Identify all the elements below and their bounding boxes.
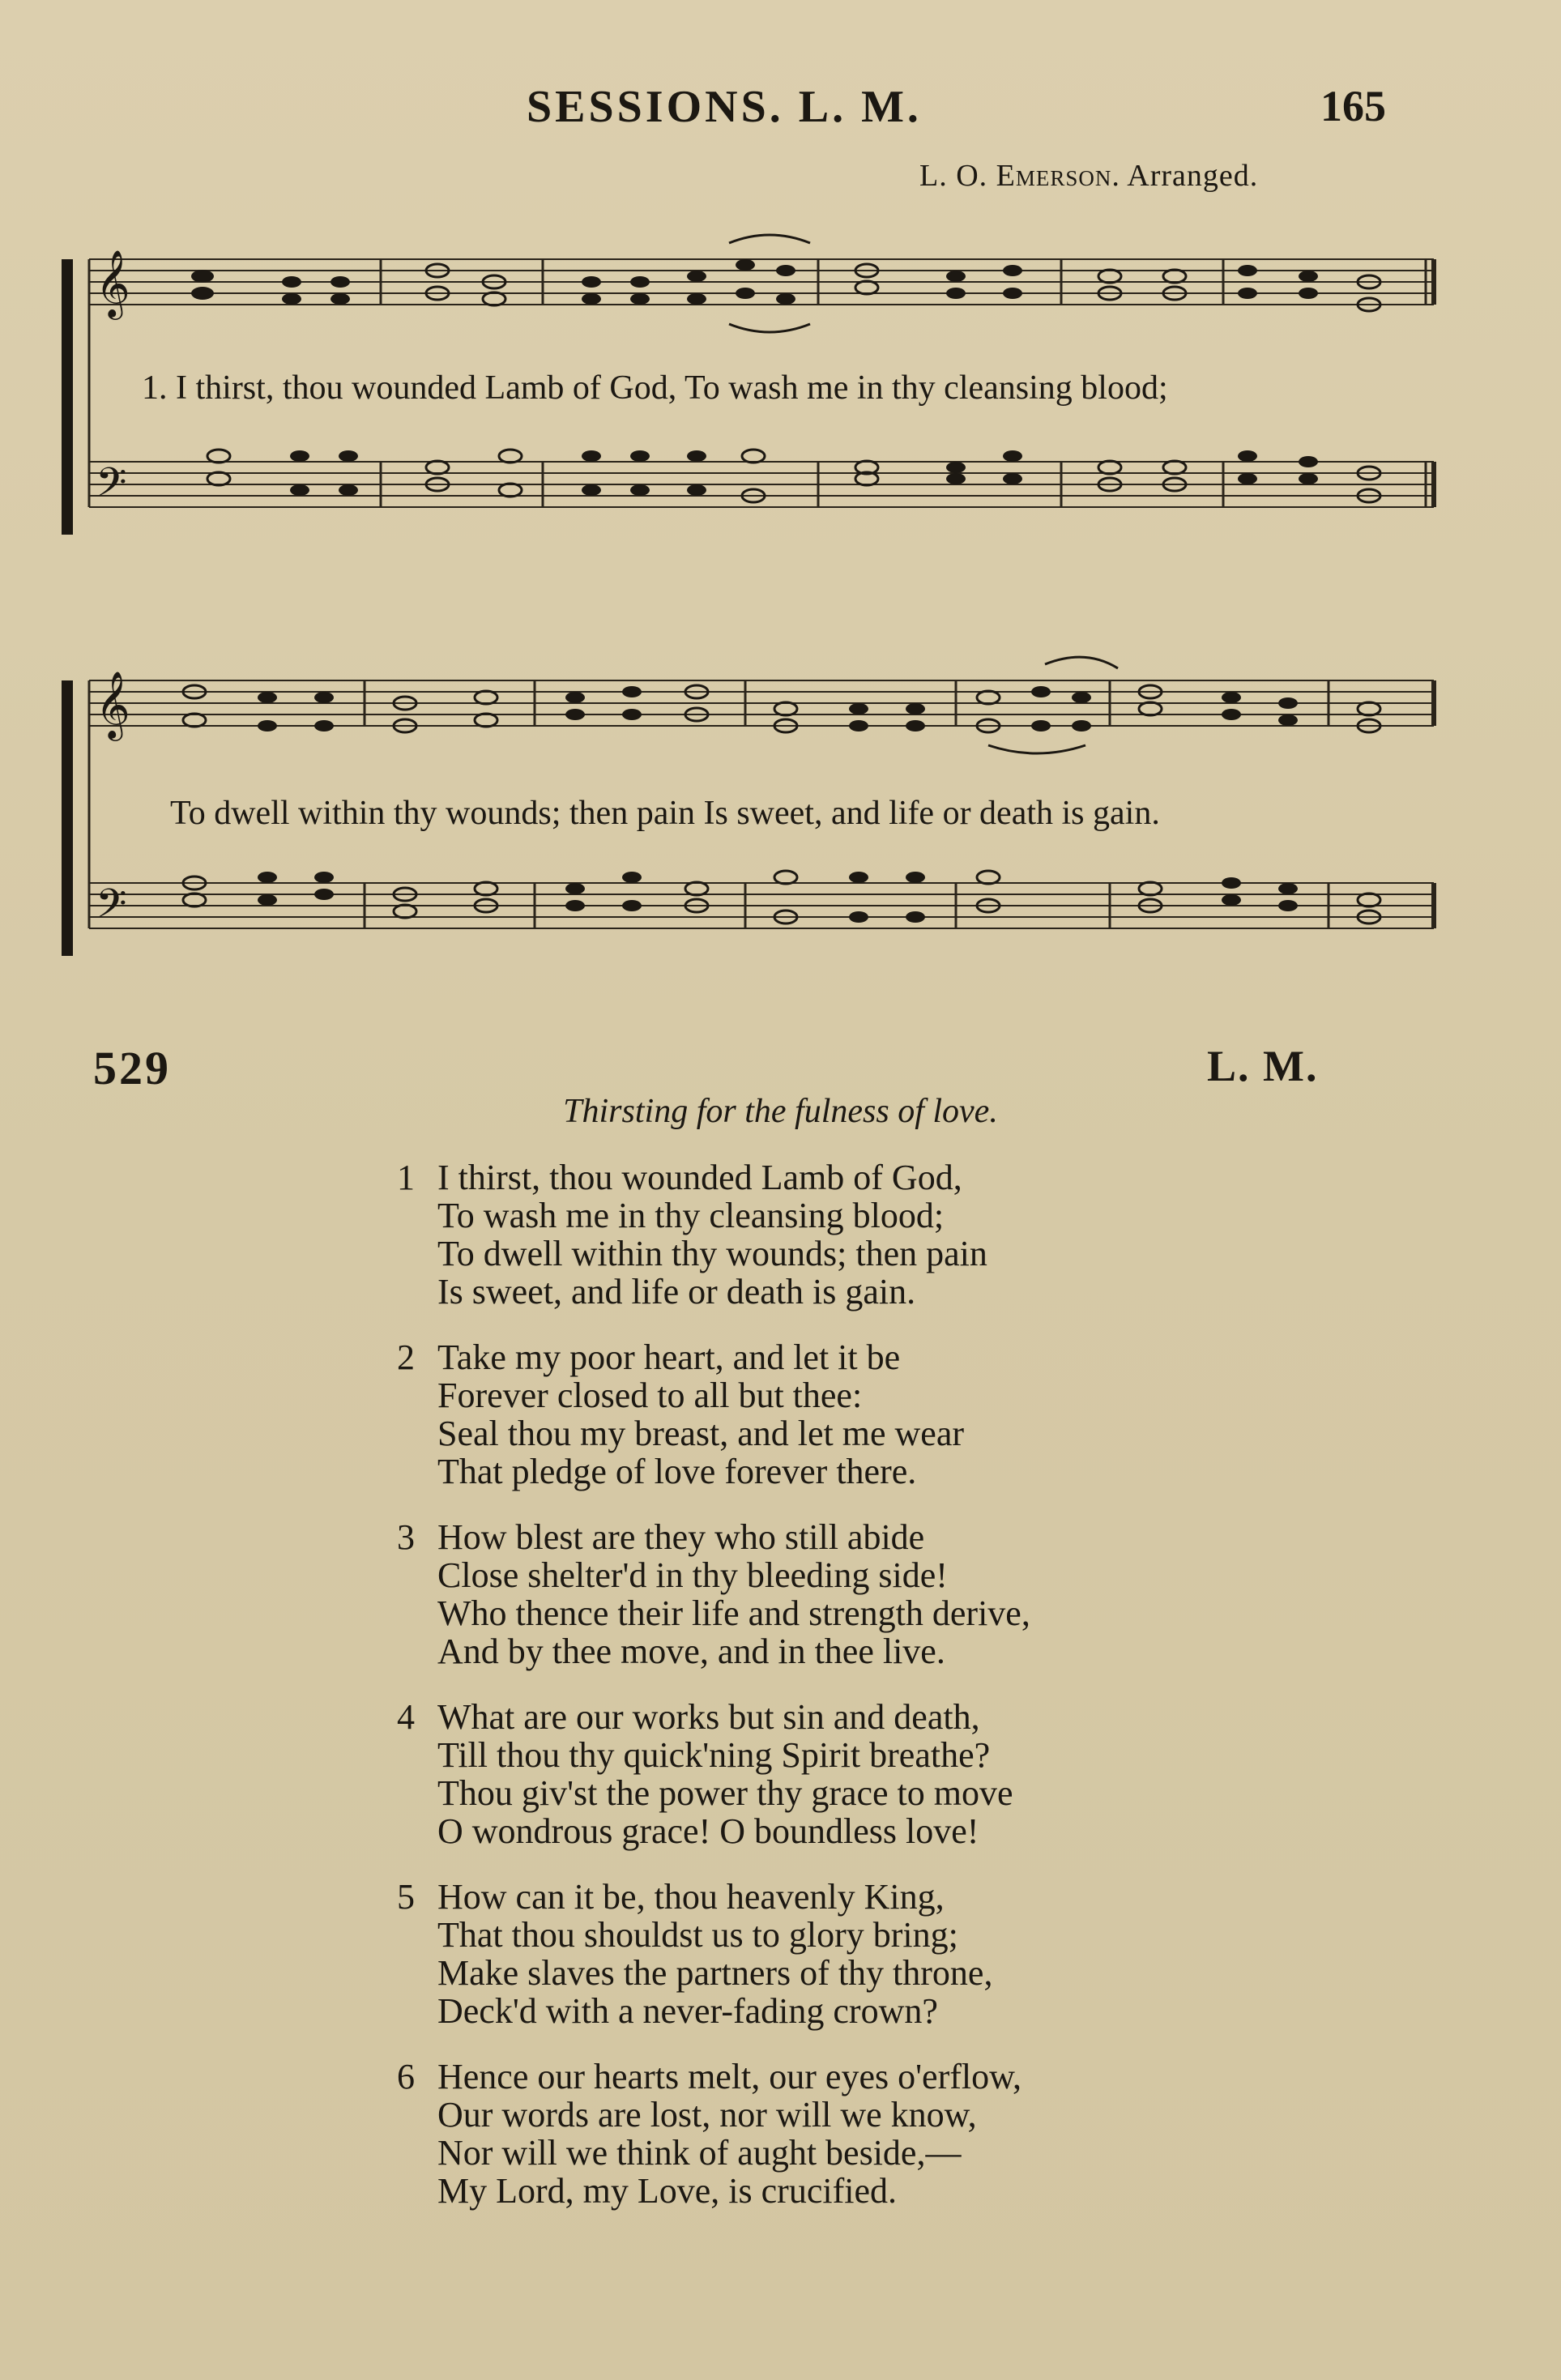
stanza-2 [397, 1338, 1288, 1491]
composer-note: Arranged. [1127, 159, 1259, 193]
stanza-line: And by thee move, and in thee live. [437, 1631, 945, 1671]
stanza-line: Seal thou my breast, and let me wear [437, 1414, 965, 1453]
stanza-line-text: I thirst, thou wounded Lamb of God, [437, 1158, 962, 1197]
svg-text:𝄞: 𝄞 [96, 670, 130, 738]
bass-notes [207, 450, 1380, 502]
stanza-line [397, 1878, 1288, 1916]
stanza-number: 6 [397, 2057, 415, 2096]
page-header [0, 81, 1561, 146]
stanza-line-text: How blest are they who still abide [437, 1517, 925, 1557]
tune-title: SESSIONS. L. M. [527, 82, 922, 132]
stanza-number: 1 [397, 1158, 415, 1197]
stanza-3 [397, 1518, 1288, 1670]
stanza-line: To wash me in thy cleansing blood; [437, 1196, 945, 1235]
hymn-verses [397, 1158, 1288, 2237]
stanza-5 [397, 1878, 1288, 2030]
stanza-line-text: How can it be, thou heavenly King, [437, 1877, 945, 1917]
svg-text:𝄢: 𝄢 [96, 881, 127, 937]
stanza-line: That pledge of love forever there. [437, 1452, 917, 1491]
stanza-line: O wondrous grace! O boundless love! [437, 1811, 979, 1851]
stanza-line [397, 1518, 1288, 1556]
stanza-line: That thou shouldst us to glory bring; [437, 1915, 958, 1955]
svg-text:𝄞: 𝄞 [96, 249, 130, 317]
composer-credit [919, 158, 1258, 194]
stanza-line: To dwell within thy wounds; then pain [437, 1234, 987, 1273]
stanza-number: 3 [397, 1517, 415, 1557]
hymn-subtitle: Thirsting for the fulness of love. [563, 1093, 998, 1130]
stanza-line: Close shelter'd in thy bleeding side! [437, 1555, 948, 1595]
system-2-lyric: To dwell within thy wounds; then pain Is sweet, and life or death is gain. [170, 795, 1160, 832]
composer-name: L. O. Emerson. [919, 159, 1120, 193]
stanza-number: 4 [397, 1697, 415, 1737]
svg-text:𝄢: 𝄢 [96, 459, 127, 516]
stanza-line: My Lord, my Love, is crucified. [437, 2171, 897, 2211]
stanza-line: Our words are lost, nor will we know, [437, 2095, 977, 2135]
treble-notes [191, 259, 1380, 311]
hymn-meter: L. M. [1207, 1042, 1319, 1090]
stanza-line: Deck'd with a never-fading crown? [437, 1991, 938, 2031]
stanza-line [397, 1698, 1288, 1736]
stanza-line: Who thence their life and strength derive, [437, 1593, 1030, 1633]
stanza-number: 5 [397, 1877, 415, 1917]
music-system-2 [57, 640, 1442, 972]
hymn-number: 529 [93, 1042, 171, 1094]
stanza-line: Make slaves the partners of thy throne, [437, 1953, 993, 1993]
stanza-line-text: Take my poor heart, and let it be [437, 1337, 901, 1377]
music-system-1 [57, 219, 1442, 551]
stanza-line-text: What are our works but sin and death, [437, 1697, 980, 1737]
stanza-1 [397, 1158, 1288, 1311]
stanza-number: 2 [397, 1337, 415, 1377]
stanza-line: Forever closed to all but thee: [437, 1376, 863, 1415]
system-1-lyric: 1. I thirst, thou wounded Lamb of God, To wash me in thy cleansing blood; [142, 369, 1168, 407]
stanza-line: Thou giv'st the power thy grace to move [437, 1773, 1013, 1813]
stanza-4 [397, 1698, 1288, 1850]
stanza-line [397, 1158, 1288, 1196]
stanza-line [397, 2058, 1288, 2096]
stanza-6 [397, 2058, 1288, 2210]
stanza-line: Is sweet, and life or death is gain. [437, 1272, 916, 1312]
stanza-line: Till thou thy quick'ning Spirit breathe? [437, 1735, 991, 1775]
stanza-line-text: Hence our hearts melt, our eyes o'erflow, [437, 2057, 1022, 2096]
page-number: 165 [1320, 82, 1386, 130]
stanza-line [397, 1338, 1288, 1376]
stanza-line: Nor will we think of aught beside,— [437, 2133, 962, 2173]
